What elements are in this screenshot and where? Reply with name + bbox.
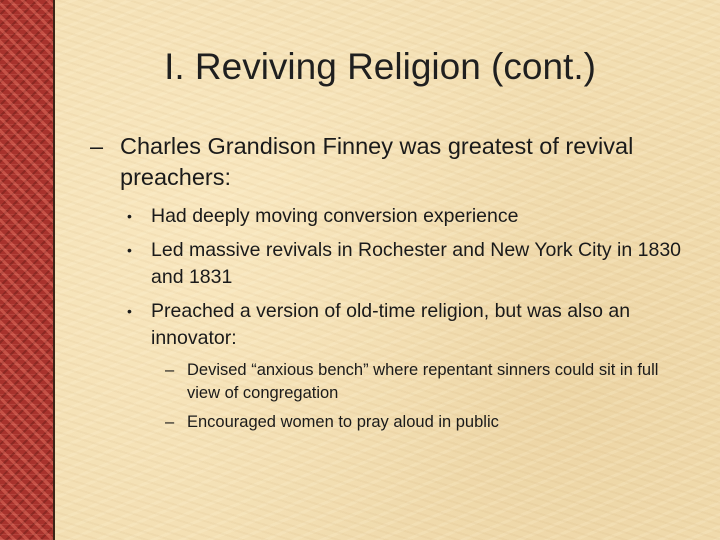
list-item-revivals xyxy=(127,237,690,291)
decorative-side-strip xyxy=(0,0,53,540)
list-item-text: Devised “anxious bench” where repentant sinners could sit in full view of congregation xyxy=(187,361,659,402)
list-item-text: Charles Grandison Finney was greatest of revival preachers: xyxy=(120,133,634,190)
list-item-conversion xyxy=(127,203,690,230)
dash-bullet: – xyxy=(165,413,175,431)
list-item-text: Led massive revivals in Rochester and New York City in 1830 and 1831 xyxy=(151,239,682,288)
dot-bullet: • xyxy=(127,303,132,319)
list-item-finney xyxy=(90,131,690,193)
list-item-innovator xyxy=(127,298,690,352)
list-item-anxious-bench xyxy=(165,359,690,405)
list-item-text: Encouraged women to pray aloud in public xyxy=(187,413,499,431)
slide-content xyxy=(90,131,690,440)
dash-bullet: – xyxy=(165,361,175,379)
dot-bullet: • xyxy=(127,208,132,224)
list-item-text: Had deeply moving conversion experience xyxy=(151,205,519,227)
dash-bullet: – xyxy=(90,133,104,159)
side-divider-line xyxy=(53,0,55,540)
dot-bullet: • xyxy=(127,242,132,258)
slide-title: I. Reviving Religion (cont.) xyxy=(164,46,596,87)
list-item-text: Preached a version of old-time religion, but was also an innovator: xyxy=(151,300,631,349)
list-item-women-pray xyxy=(165,411,690,434)
